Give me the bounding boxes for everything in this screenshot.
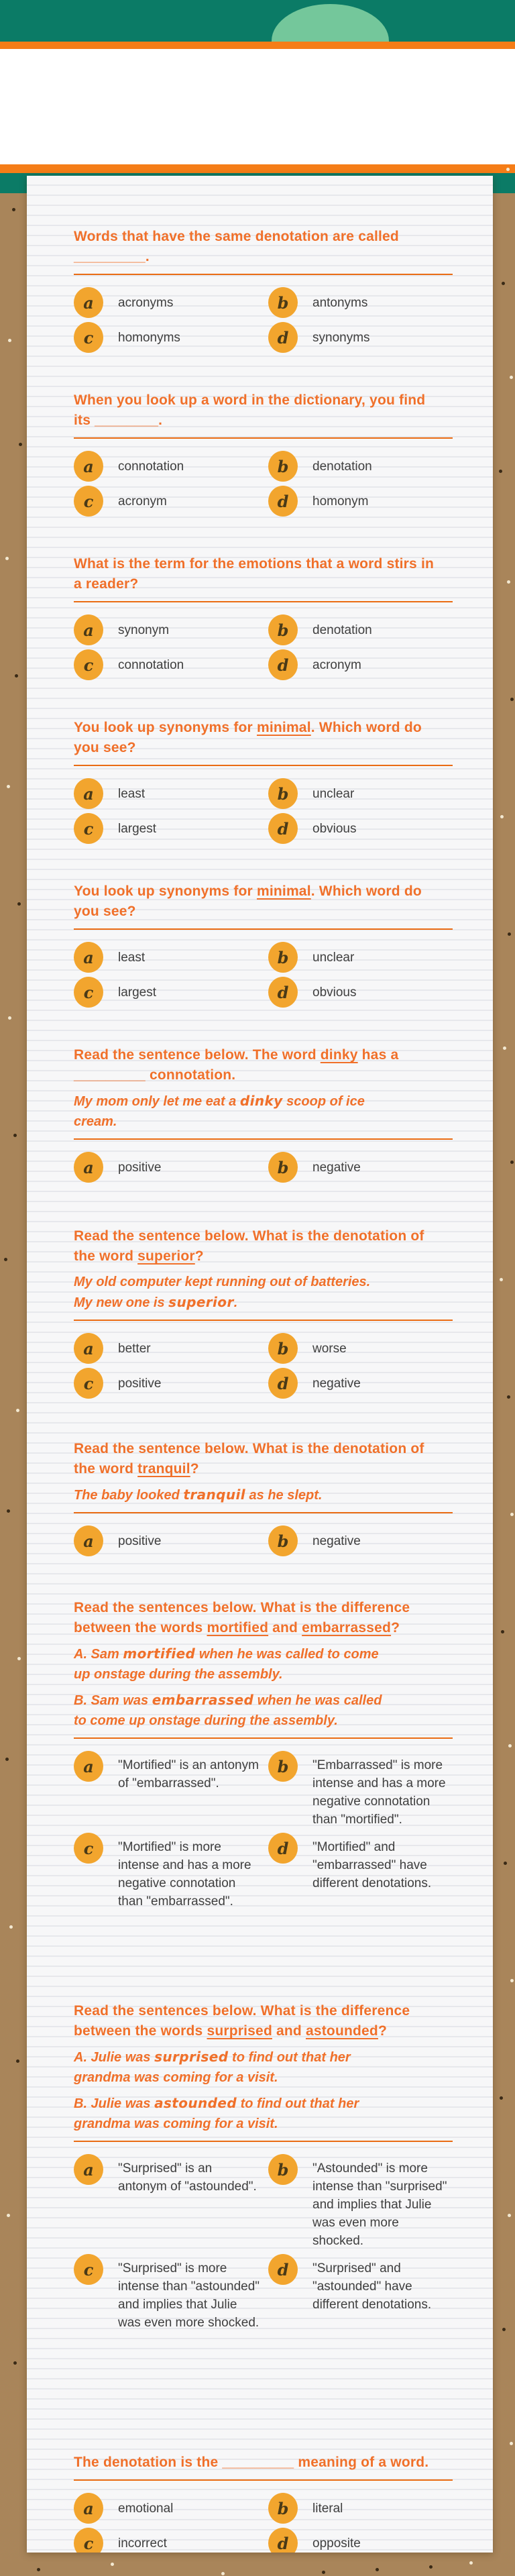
decor-dot (508, 1744, 512, 1748)
answer-option-d[interactable] (268, 813, 453, 844)
option-letter-badge: c (74, 1368, 103, 1399)
option-letter-badge: d (268, 2528, 298, 2553)
option-label: negative (312, 1160, 361, 1175)
decor-dot (507, 580, 510, 584)
options-grid (74, 1152, 453, 1183)
options-grid (74, 1333, 453, 1399)
white-banner (0, 49, 515, 164)
question-divider (74, 1737, 453, 1739)
answer-option-a[interactable] (74, 942, 268, 973)
question-divider (74, 2479, 453, 2481)
answer-option-a[interactable] (74, 287, 268, 318)
option-letter-badge: b (268, 1525, 298, 1556)
option-label: unclear (312, 786, 355, 801)
option-letter-badge: b (268, 942, 298, 973)
option-label: positive (118, 1376, 162, 1391)
orange-divider-bottom (0, 164, 515, 173)
decor-dot (8, 339, 11, 342)
decor-dot (221, 2572, 225, 2575)
option-letter-badge: c (74, 813, 103, 844)
option-letter-badge: b (268, 1751, 298, 1782)
option-label: obvious (312, 985, 357, 1000)
question-divider (74, 1512, 453, 1513)
decor-dot (504, 1862, 507, 1865)
option-letter-badge: b (268, 2154, 298, 2185)
option-label: "Surprised" is an antonym of "astounded". (118, 2161, 257, 2194)
option-label: homonyms (118, 330, 180, 345)
decor-dot (502, 2328, 506, 2331)
question-prompt: Read the sentences below. What is the difference between the words mortified and embarrassed? (74, 1600, 410, 1635)
answer-option-b[interactable] (268, 778, 453, 809)
decor-dot (510, 2442, 513, 2445)
example-sentence: The baby looked tranquil as he slept. (74, 1487, 323, 1503)
options-grid (74, 2493, 453, 2553)
decor-dot (501, 1630, 504, 1633)
option-letter-badge: a (74, 2493, 103, 2524)
option-label: largest (118, 985, 157, 1000)
question-8 (74, 1439, 453, 1556)
option-label: denotation (312, 623, 372, 637)
decor-dot (9, 1925, 13, 1929)
options-grid (74, 1751, 453, 1911)
decor-dot (500, 2096, 503, 2100)
answer-option-b[interactable] (268, 1152, 453, 1183)
question-4 (74, 718, 453, 844)
option-letter-badge: c (74, 977, 103, 1008)
option-label: emotional (118, 2501, 174, 2516)
answer-option-d[interactable] (268, 2528, 453, 2553)
option-letter-badge: a (74, 1333, 103, 1364)
option-letter-badge: a (74, 287, 103, 318)
answer-option-a[interactable] (74, 1525, 268, 1556)
option-letter-badge: d (268, 977, 298, 1008)
question-divider (74, 1138, 453, 1140)
answer-option-d[interactable] (268, 649, 453, 680)
example-sentence-b: B. Sam was embarrassed when he was called to come up onstage during the assembly. (74, 1692, 382, 1728)
answer-option-d[interactable] (268, 2254, 453, 2332)
answer-option-c[interactable] (74, 1368, 268, 1399)
example-sentence-b: B. Julie was astounded to find out that her grandma was coming for a visit. (74, 2095, 359, 2131)
decor-dot (4, 1258, 7, 1261)
example-sentence: My old computer kept running out of batteries. My new one is superior. (74, 1275, 371, 1310)
answer-option-b[interactable] (268, 2493, 453, 2524)
option-label: acronyms (118, 295, 174, 310)
option-label: connotation (118, 657, 184, 672)
option-letter-badge: a (74, 1525, 103, 1556)
decor-dot (7, 1509, 10, 1513)
question-5 (74, 881, 453, 1008)
question-10 (74, 2001, 453, 2332)
option-letter-badge: d (268, 486, 298, 517)
decor-dot (5, 557, 9, 560)
answer-option-d[interactable] (268, 1368, 453, 1399)
question-prompt: What is the term for the emotions that a word stirs in a reader? (74, 556, 435, 592)
header-band (0, 0, 515, 42)
question-prompt: Read the sentences below. What is the difference between the words surprised and astounded? (74, 2003, 410, 2039)
question-divider (74, 2141, 453, 2142)
question-1 (74, 227, 453, 353)
decor-dot (7, 785, 10, 788)
decor-dot (5, 1758, 9, 1761)
answer-option-d[interactable] (268, 322, 453, 353)
answer-option-b[interactable] (268, 942, 453, 973)
decor-dot (510, 1513, 514, 1516)
decor-dot (376, 2568, 379, 2571)
worksheet-paper (27, 176, 493, 2553)
question-prompt: You look up synonyms for minimal. Which word do you see? (74, 883, 422, 919)
option-label: denotation (312, 459, 372, 474)
decor-dot (500, 815, 504, 818)
question-divider (74, 274, 453, 275)
decor-dot (19, 443, 22, 446)
option-label: "Surprised" and "astounded" have different denotations. (312, 2261, 432, 2312)
option-label: acronym (312, 657, 361, 672)
question-6 (74, 1045, 453, 1183)
question-prompt: Words that have the same denotation are called _________. (74, 229, 399, 264)
example-sentence: My mom only let me eat a dinky scoop of ice cream. (74, 1093, 365, 1129)
option-letter-badge: d (268, 813, 298, 844)
question-prompt: The denotation is the _________ meaning of a word. (74, 2455, 429, 2470)
option-letter-badge: a (74, 2154, 103, 2185)
question-divider (74, 437, 453, 439)
decor-dot (17, 1657, 21, 1660)
answer-option-c[interactable] (74, 322, 268, 353)
decor-dot (510, 698, 514, 701)
option-label: unclear (312, 950, 355, 965)
options-grid (74, 942, 453, 1008)
option-letter-badge: c (74, 2254, 103, 2285)
decor-dot (499, 470, 502, 473)
option-label: positive (118, 1534, 162, 1548)
option-label: synonyms (312, 330, 370, 345)
option-letter-badge: c (74, 1833, 103, 1864)
option-label: opposite (312, 2536, 361, 2551)
option-letter-badge: b (268, 614, 298, 645)
decor-dot (17, 902, 21, 906)
decor-dot (507, 1395, 510, 1399)
option-label: negative (312, 1534, 361, 1548)
question-11 (74, 2453, 453, 2553)
decor-dot (16, 1409, 19, 1412)
decor-dot (508, 2214, 511, 2217)
option-label: least (118, 950, 146, 965)
option-label: literal (312, 2501, 343, 2516)
question-9 (74, 1598, 453, 1911)
option-letter-badge: a (74, 614, 103, 645)
decor-dot (322, 2571, 325, 2574)
option-label: negative (312, 1376, 361, 1391)
answer-option-c[interactable] (74, 649, 268, 680)
answer-option-d[interactable] (268, 486, 453, 517)
orange-divider-top (0, 42, 515, 49)
answer-option-d[interactable] (268, 977, 453, 1008)
option-letter-badge: d (268, 1833, 298, 1864)
decor-dot (508, 932, 511, 936)
options-grid (74, 451, 453, 517)
answer-option-c[interactable] (74, 2254, 268, 2332)
option-letter-badge: c (74, 649, 103, 680)
option-letter-badge: a (74, 451, 103, 482)
answer-option-b[interactable] (268, 451, 453, 482)
answer-option-c[interactable] (74, 1833, 268, 1911)
option-letter-badge: b (268, 2493, 298, 2524)
question-divider (74, 601, 453, 602)
option-letter-badge: d (268, 1368, 298, 1399)
decor-dot (13, 1134, 17, 1137)
decor-dot (500, 1278, 503, 1281)
option-letter-badge: b (268, 1152, 298, 1183)
decor-dot (469, 2561, 473, 2565)
answer-option-d[interactable] (268, 1833, 453, 1911)
decor-dot (37, 2568, 40, 2571)
option-letter-badge: a (74, 1751, 103, 1782)
answer-option-c[interactable] (74, 813, 268, 844)
option-letter-badge: b (268, 287, 298, 318)
answer-option-c[interactable] (74, 486, 268, 517)
decor-dot (503, 1046, 506, 1050)
option-letter-badge: a (74, 778, 103, 809)
decor-dot (15, 674, 18, 678)
answer-option-a[interactable] (74, 1152, 268, 1183)
question-prompt: Read the sentence below. What is the denotation of the word tranquil? (74, 1441, 424, 1477)
example-sentence-a: A. Julie was surprised to find out that her grandma was coming for a visit. (74, 2049, 351, 2085)
option-label: better (118, 1341, 151, 1356)
decor-dot (510, 1161, 514, 1164)
answer-option-a[interactable] (74, 2493, 268, 2524)
option-letter-badge: b (268, 451, 298, 482)
option-label: "Mortified" and "embarrassed" have different denotations. (312, 1840, 432, 1890)
answer-option-b[interactable] (268, 2154, 453, 2250)
option-letter-badge: c (74, 322, 103, 353)
options-grid (74, 287, 453, 353)
blob-decoration (272, 4, 389, 42)
decor-dot (8, 1016, 11, 1020)
options-grid (74, 614, 453, 680)
option-label: "Mortified" is an antonym of "embarrassed". (118, 1758, 259, 1790)
answer-option-a[interactable] (74, 2154, 268, 2250)
answer-option-b[interactable] (268, 614, 453, 645)
option-letter-badge: c (74, 486, 103, 517)
option-label: obvious (312, 821, 357, 836)
option-letter-badge: d (268, 322, 298, 353)
example-sentence-a: A. Sam mortified when he was called to come up onstage during the assembly. (74, 1646, 379, 1682)
options-grid (74, 2154, 453, 2332)
option-label: "Surprised" is more intense than "astounded" and implies that Julie was even more shocked. (118, 2261, 260, 2330)
decor-dot (510, 1979, 514, 1982)
question-7 (74, 1226, 453, 1399)
answer-option-c[interactable] (74, 2528, 268, 2553)
answer-option-a[interactable] (74, 778, 268, 809)
option-letter-badge: d (268, 2254, 298, 2285)
answer-option-a[interactable] (74, 1751, 268, 1829)
option-letter-badge: b (268, 778, 298, 809)
answer-option-b[interactable] (268, 1525, 453, 1556)
answer-option-c[interactable] (74, 977, 268, 1008)
options-grid (74, 778, 453, 844)
decor-dot (510, 376, 513, 379)
option-label: incorrect (118, 2536, 167, 2551)
option-label: "Embarrassed" is more intense and has a more negative connotation than "mortified". (312, 1758, 446, 1827)
answer-option-b[interactable] (268, 1751, 453, 1829)
option-label: positive (118, 1160, 162, 1175)
option-label: "Mortified" is more intense and has a more negative connotation than "embarrassed". (118, 1840, 251, 1909)
answer-option-a[interactable] (74, 451, 268, 482)
decor-dot (16, 2059, 19, 2063)
option-label: antonyms (312, 295, 368, 310)
option-label: worse (312, 1341, 347, 1356)
option-label: "Astounded" is more intense than "surprised" and implies that Julie was even more shocked. (312, 2161, 447, 2248)
option-letter-badge: a (74, 942, 103, 973)
question-divider (74, 928, 453, 930)
answer-option-b[interactable] (268, 287, 453, 318)
question-prompt: Read the sentence below. What is the denotation of the word superior? (74, 1228, 424, 1264)
question-prompt: When you look up a word in the dictionary, you find its ________. (74, 392, 426, 428)
option-label: least (118, 786, 146, 801)
decor-dot (502, 282, 505, 285)
decor-dot (506, 168, 510, 171)
option-letter-badge: c (74, 2528, 103, 2553)
decor-dot (111, 2563, 114, 2566)
answer-option-a[interactable] (74, 1333, 268, 1364)
option-label: acronym (118, 494, 167, 508)
answer-option-a[interactable] (74, 614, 268, 645)
options-grid (74, 1525, 453, 1556)
option-letter-badge: d (268, 649, 298, 680)
answer-option-b[interactable] (268, 1333, 453, 1364)
option-letter-badge: b (268, 1333, 298, 1364)
question-prompt: You look up synonyms for minimal. Which word do you see? (74, 720, 422, 755)
question-prompt: Read the sentence below. The word dinky has a _________ connotation. (74, 1047, 399, 1083)
option-letter-badge: a (74, 1152, 103, 1183)
question-2 (74, 390, 453, 517)
option-label: connotation (118, 459, 184, 474)
decor-dot (13, 2361, 17, 2365)
option-label: synonym (118, 623, 170, 637)
question-3 (74, 554, 453, 680)
option-label: homonym (312, 494, 369, 508)
decor-dot (7, 2214, 10, 2217)
decor-dot (429, 2565, 433, 2569)
question-divider (74, 1320, 453, 1321)
decor-dot (12, 208, 15, 211)
question-divider (74, 765, 453, 766)
option-label: largest (118, 821, 157, 836)
